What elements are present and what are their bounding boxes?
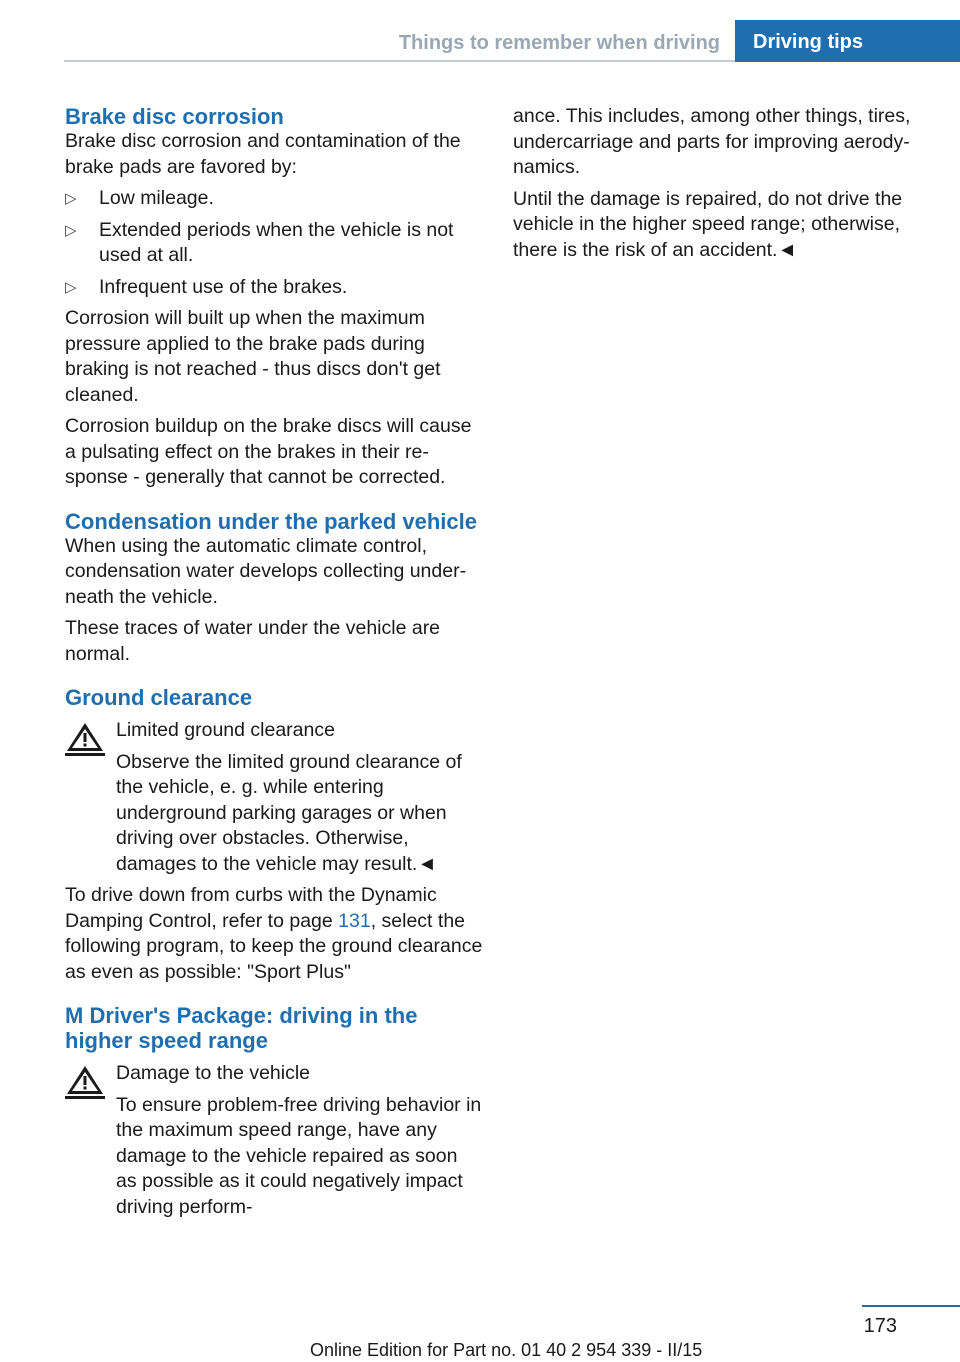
paragraph: To drive down from curbs with the Dynamic Damping Control, refer to page 131, select the following program, to keep the ground clearance as even as possible: "Sport Plus" [65,884,483,983]
warning-block [65,718,483,877]
list-item: ▷ Low mileage. [65,186,483,212]
warning-triangle-icon [65,1063,105,1099]
paragraph: ance. This includes, among other things, tires, undercarriage and parts for improving aerodynamics. [513,105,911,178]
header-section-title: Things to remember when driving [398,32,720,54]
paragraph: Until the damage is repaired, do not drive the vehicle in the higher speed range; otherwise, there is the risk of an accident.◄ [513,187,903,261]
warning-body: Observe the limited ground clearance of the vehicle, e. g. while entering underground parking garages or when driving over obstacles. Otherwise, damages to the vehicle may result.◄ [116,750,462,875]
warning-block [65,1061,483,1220]
right-column [513,104,923,269]
warning-triangle-icon [65,720,105,756]
warning-title: Limited ground clearance [116,719,335,741]
left-column [65,104,483,1226]
warning-title: Damage to the vehicle [116,1062,311,1084]
page-reference-link[interactable]: 131 [338,909,371,932]
paragraph: These traces of water under the vehicle are normal. [65,617,441,665]
warning-body: To ensure problem-free driving behavior in the maximum speed range, have any damage to the vehicle repaired as soon as possible as it could negatively impact driving perform- [116,1093,482,1218]
paragraph: When using the automatic climate control, condensation water develops collecting underneath the vehicle. [65,534,467,608]
paragraph: Corrosion buildup on the brake discs will cause a pulsating effect on the brakes in their response - generally that cannot be corrected. [65,415,472,488]
heading-ground-clearance: Ground clearance [65,685,253,710]
paragraph: Corrosion will built up when the maximum pressure applied to the brake pads during braking is not reached - thus discs don't get cleaned. [65,307,441,406]
footer-rule [862,1305,960,1307]
heading-condensation: Condensation under the parked vehicle [65,508,477,534]
bullet-triangle-icon: ▷ [65,278,77,296]
page-number: 173 [863,1315,897,1337]
bullet-list [65,186,483,300]
header-chapter-tab: Driving tips [735,20,960,62]
heading-brake-disc-corrosion: Brake disc corrosion [65,104,284,129]
list-item: ▷ Extended periods when the vehicle is not used at all. [65,218,454,266]
bullet-triangle-icon: ▷ [65,190,77,207]
heading-m-drivers-package: M Driver's Package: driving in the higher speed range [65,1003,418,1053]
bullet-triangle-icon: ▷ [65,221,77,239]
paragraph: Brake disc corrosion and contamination of the brake pads are favored by: [65,130,461,178]
list-item: ▷ Infrequent use of the brakes. [65,275,483,301]
footer-edition: Online Edition for Part no. 01 40 2 954 339 - II/15 [310,1340,703,1360]
